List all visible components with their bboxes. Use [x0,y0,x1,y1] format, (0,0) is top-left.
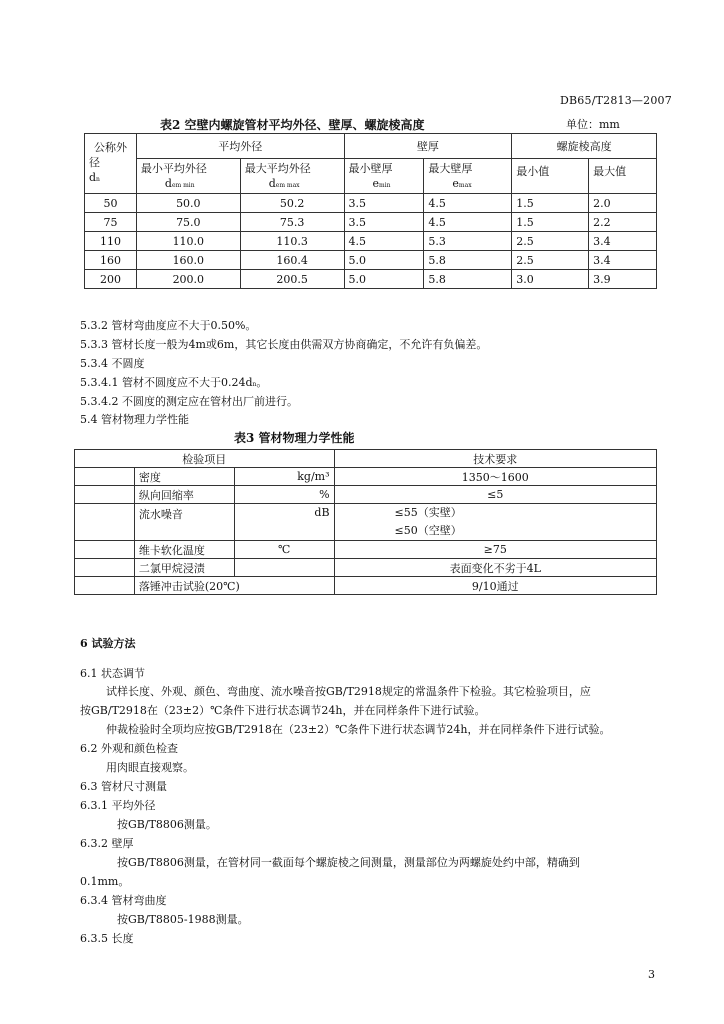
clause-6-3-1: 6.3.1 平均外径 [80,799,156,812]
clause-5-3-4-1: 5.3.4.1 管材不圆度应不大于0.24dn。 [80,376,268,389]
table3-caption: 表3 管材物理力学性能 [234,431,355,445]
table2 [84,133,657,289]
clause-6-2-para: 用肉眼直接观察。 [106,761,194,774]
table-row: 200 200.0 200.5 5.0 5.8 3.0 3.9 [85,270,657,289]
table-row: 75 75.0 75.3 3.5 4.5 1.5 2.2 [85,213,657,232]
table2-subheader-min-ridge: 最小值 [512,159,589,194]
table3 [74,449,657,595]
table2-subheader-min-wall: 最小壁厚 emin [344,159,424,194]
table-row: 落锤冲击试验(20℃) 9/10通过 [75,577,657,595]
table-row: 流水噪音 dB ≤55（实壁） ≤50（空壁） [75,504,657,541]
clause-6-3-2-para-1: 按GB/T8806测量，在管材同一截面每个螺旋棱之间测量，测量部位为两螺旋处约中部，精确到 [117,856,580,869]
table2-header-outer: 平均外径 [136,134,344,159]
table2-header-wall: 壁厚 [344,134,512,159]
clause-6-1-para-2: 按GB/T2918在（23±2）℃条件下进行状态调节24h，并在同样条件下进行试验。 [80,704,486,717]
clause-6-3-2: 6.3.2 壁厚 [80,837,134,850]
table-row: 二氯甲烷浸渍 表面变化不劣于4L [75,559,657,577]
clause-6-1: 6.1 状态调节 [80,667,145,680]
table2-caption: 表2 空壁内螺旋管材平均外径、壁厚、螺旋棱高度 [160,118,425,132]
clause-5-4: 5.4 管材物理力学性能 [80,413,189,426]
clause-6-1-para-1: 试样长度、外观、颜色、弯曲度、流水噪音按GB/T2918规定的常温条件下检验。其它检验项目，应 [106,685,591,698]
table-row: 160 160.0 160.4 5.0 5.8 2.5 3.4 [85,251,657,270]
page-number: 3 [648,968,655,981]
clause-6-3-4-para: 按GB/T8805-1988测量。 [117,913,249,926]
table2-subheader-min-outer: 最小平均外径 dem min [136,159,240,194]
section-6-heading: 6 试验方法 [80,637,136,650]
table-row: 50 50.0 50.2 3.5 4.5 1.5 2.0 [85,194,657,213]
clause-5-3-4-2: 5.3.4.2 不圆度的测定应在管材出厂前进行。 [80,395,298,408]
clause-5-3-4: 5.3.4 不圆度 [80,357,145,370]
table3-header-item: 检验项目 [75,450,335,468]
clause-5-3-3: 5.3.3 管材长度一般为4m或6m，其它长度由供需双方协商确定，不允许有负偏差。 [80,338,488,351]
document-code: DB65/T2813—2007 [560,94,672,107]
clause-5-3-2: 5.3.2 管材弯曲度应不大于0.50%。 [80,319,257,332]
clause-6-3-4: 6.3.4 管材弯曲度 [80,894,167,907]
table-row: 纵向回缩率 % ≤5 [75,486,657,504]
clause-6-2: 6.2 外观和颜色检查 [80,742,178,755]
table-row: 维卡软化温度 ℃ ≥75 [75,541,657,559]
clause-6-3-1-para: 按GB/T8806测量。 [117,818,217,831]
table2-header-dn: 公称外 径 dn [85,134,137,194]
clause-6-3-2-para-2: 0.1mm。 [80,875,130,888]
table3-header-requirement: 技术要求 [334,450,656,468]
clause-6-3: 6.3 管材尺寸测量 [80,780,167,793]
table2-subheader-max-ridge: 最大值 [589,159,657,194]
clause-6-3-5: 6.3.5 长度 [80,932,134,945]
table2-unit: 单位：mm [566,118,620,131]
table2-subheader-max-wall: 最大壁厚 emax [424,159,512,194]
table2-header-ridge: 螺旋棱高度 [512,134,657,159]
table-row: 密度 kg/m³ 1350～1600 [75,468,657,486]
table2-subheader-max-outer: 最大平均外径 dem max [240,159,344,194]
clause-6-1-para-3: 仲裁检验时全项均应按GB/T2918在（23±2）℃条件下进行状态调节24h，并在同样条件下进行试验。 [106,723,611,736]
table-row: 110 110.0 110.3 4.5 5.3 2.5 3.4 [85,232,657,251]
